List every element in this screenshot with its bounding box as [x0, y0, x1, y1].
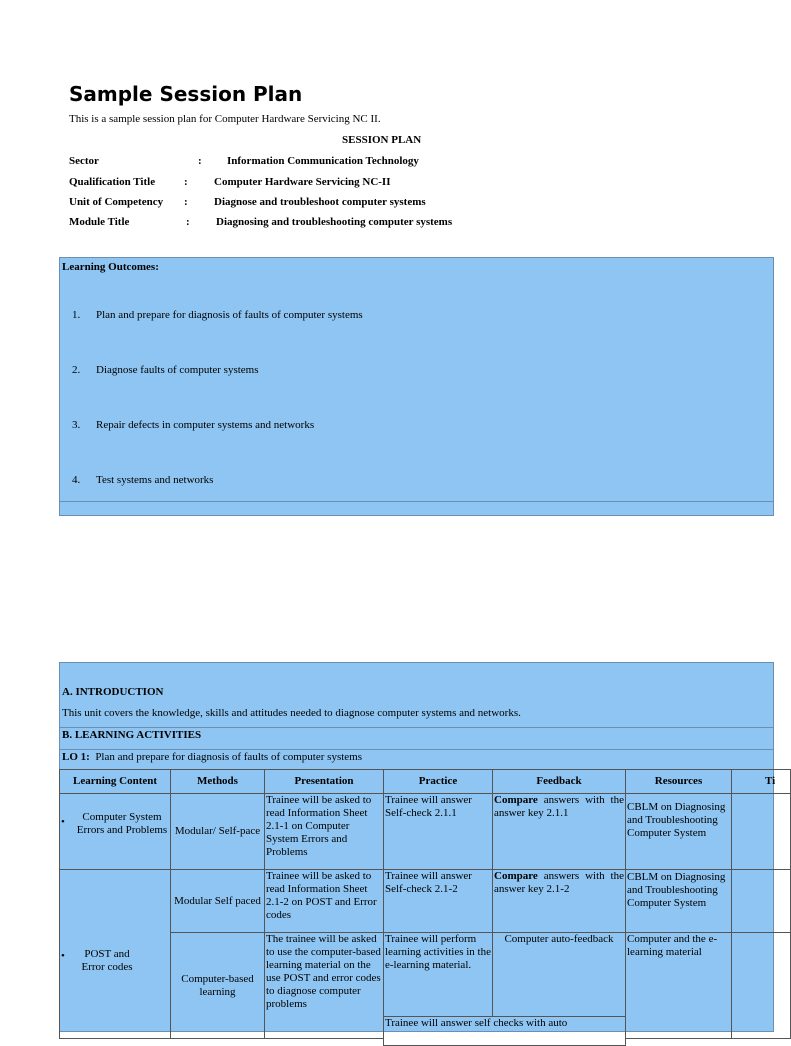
- feedback-keyword: Compare: [494, 794, 538, 806]
- intro-text: This is a sample session plan for Computer Hardware Servicing NC II.: [69, 113, 381, 125]
- meta-colon: :: [184, 196, 188, 208]
- outcome-number: 1.: [72, 309, 81, 321]
- presentation-cell: The trainee will be asked to use the computer-based learning material on the use POST and error codes to diagnose computer problems: [264, 932, 384, 1039]
- feedback-cell: [492, 869, 626, 933]
- meta-value: Information Communication Technology: [227, 155, 419, 167]
- outcome-text: Repair defects in computer systems and networks: [96, 419, 315, 431]
- outcome-number: 2.: [72, 364, 81, 376]
- meta-value: Diagnosing and troubleshooting computer systems: [216, 216, 453, 228]
- practice-cell: Trainee will perform learning activities in the e-learning material.: [383, 932, 493, 1017]
- presentation-cell: Trainee will be asked to read Information Sheet 2.1-2 on POST and Error codes: [264, 869, 384, 933]
- outcome-text: Diagnose faults of computer systems: [96, 364, 259, 376]
- lo1-label: LO 1:: [62, 751, 90, 763]
- lo1-text: Plan and prepare for diagnosis of faults of computer systems: [95, 751, 362, 763]
- time-cell: [731, 793, 791, 870]
- outcome-number: 3.: [72, 419, 81, 431]
- outcome-text: Test systems and networks: [96, 474, 214, 486]
- practice-cell: Trainee will answer self checks with auto: [383, 1016, 626, 1046]
- feedback-cell: [492, 793, 626, 870]
- outcome-text: Plan and prepare for diagnosis of faults of computer systems: [96, 309, 363, 321]
- page-title: Sample Session Plan: [69, 82, 303, 106]
- learning-outcomes-panel: [59, 257, 774, 516]
- learning-content-cell: [59, 793, 171, 870]
- bullet-icon: •: [61, 816, 65, 828]
- meta-colon: :: [186, 216, 190, 228]
- session-plan-heading: SESSION PLAN: [342, 134, 422, 146]
- column-header: Resources: [625, 769, 732, 794]
- learning-content-cell: [59, 869, 171, 1039]
- meta-colon: :: [184, 176, 188, 188]
- resources-cell: CBLM on Diagnosing and Troubleshooting Computer System: [625, 793, 732, 870]
- lo1-line: [62, 751, 362, 763]
- meta-label: Unit of Competency: [69, 196, 164, 208]
- panel-divider: [60, 501, 773, 502]
- introduction-text: This unit covers the knowledge, skills and attitudes needed to diagnose computer systems and networks.: [62, 707, 521, 719]
- time-cell: [731, 869, 791, 933]
- meta-value: Diagnose and troubleshoot computer systems: [214, 196, 426, 208]
- learning-content-text: Computer System Errors and Problems: [76, 811, 168, 836]
- learning-activities-heading: B. LEARNING ACTIVITIES: [62, 729, 202, 741]
- method-cell: Computer-based learning: [170, 932, 265, 1039]
- resources-cell: CBLM on Diagnosing and Troubleshooting Computer System: [625, 869, 732, 933]
- meta-label: Sector: [69, 155, 99, 167]
- column-header: Feedback: [492, 769, 626, 794]
- column-header: Presentation: [264, 769, 384, 794]
- meta-colon: :: [198, 155, 202, 167]
- introduction-heading: A. INTRODUCTION: [62, 686, 164, 698]
- feedback-text: answers with the answer key 2.1-2: [494, 870, 624, 895]
- practice-cell: Trainee will answer Self-check 2.1.1: [383, 793, 493, 870]
- section-divider: [60, 749, 773, 750]
- meta-label: Qualification Title: [69, 176, 156, 188]
- meta-label: Module Title: [69, 216, 130, 228]
- resources-cell: Computer and the e-learning material: [625, 932, 732, 1039]
- method-cell: Modular Self paced: [170, 869, 265, 933]
- bullet-icon: •: [61, 950, 65, 962]
- column-header: Practice: [383, 769, 493, 794]
- presentation-cell: Trainee will be asked to read Information Sheet 2.1-1 on Computer System Errors and Problems: [264, 793, 384, 870]
- learning-content-text: POST and Error codes: [81, 948, 133, 973]
- time-cell: [731, 932, 791, 1039]
- feedback-cell: Computer auto-feedback: [492, 932, 626, 1017]
- feedback-text: answers with the answer key 2.1.1: [494, 794, 624, 819]
- outcome-number: 4.: [72, 474, 81, 486]
- section-divider: [60, 727, 773, 728]
- meta-value: Computer Hardware Servicing NC-II: [214, 176, 391, 188]
- column-header: Ti: [731, 769, 791, 794]
- practice-cell: Trainee will answer Self-check 2.1-2: [383, 869, 493, 933]
- method-cell: Modular/ Self-pace: [170, 793, 265, 870]
- learning-outcomes-title: Learning Outcomes:: [62, 261, 159, 273]
- feedback-keyword: Compare: [494, 870, 538, 882]
- column-header: Learning Content: [59, 769, 171, 794]
- column-header: Methods: [170, 769, 265, 794]
